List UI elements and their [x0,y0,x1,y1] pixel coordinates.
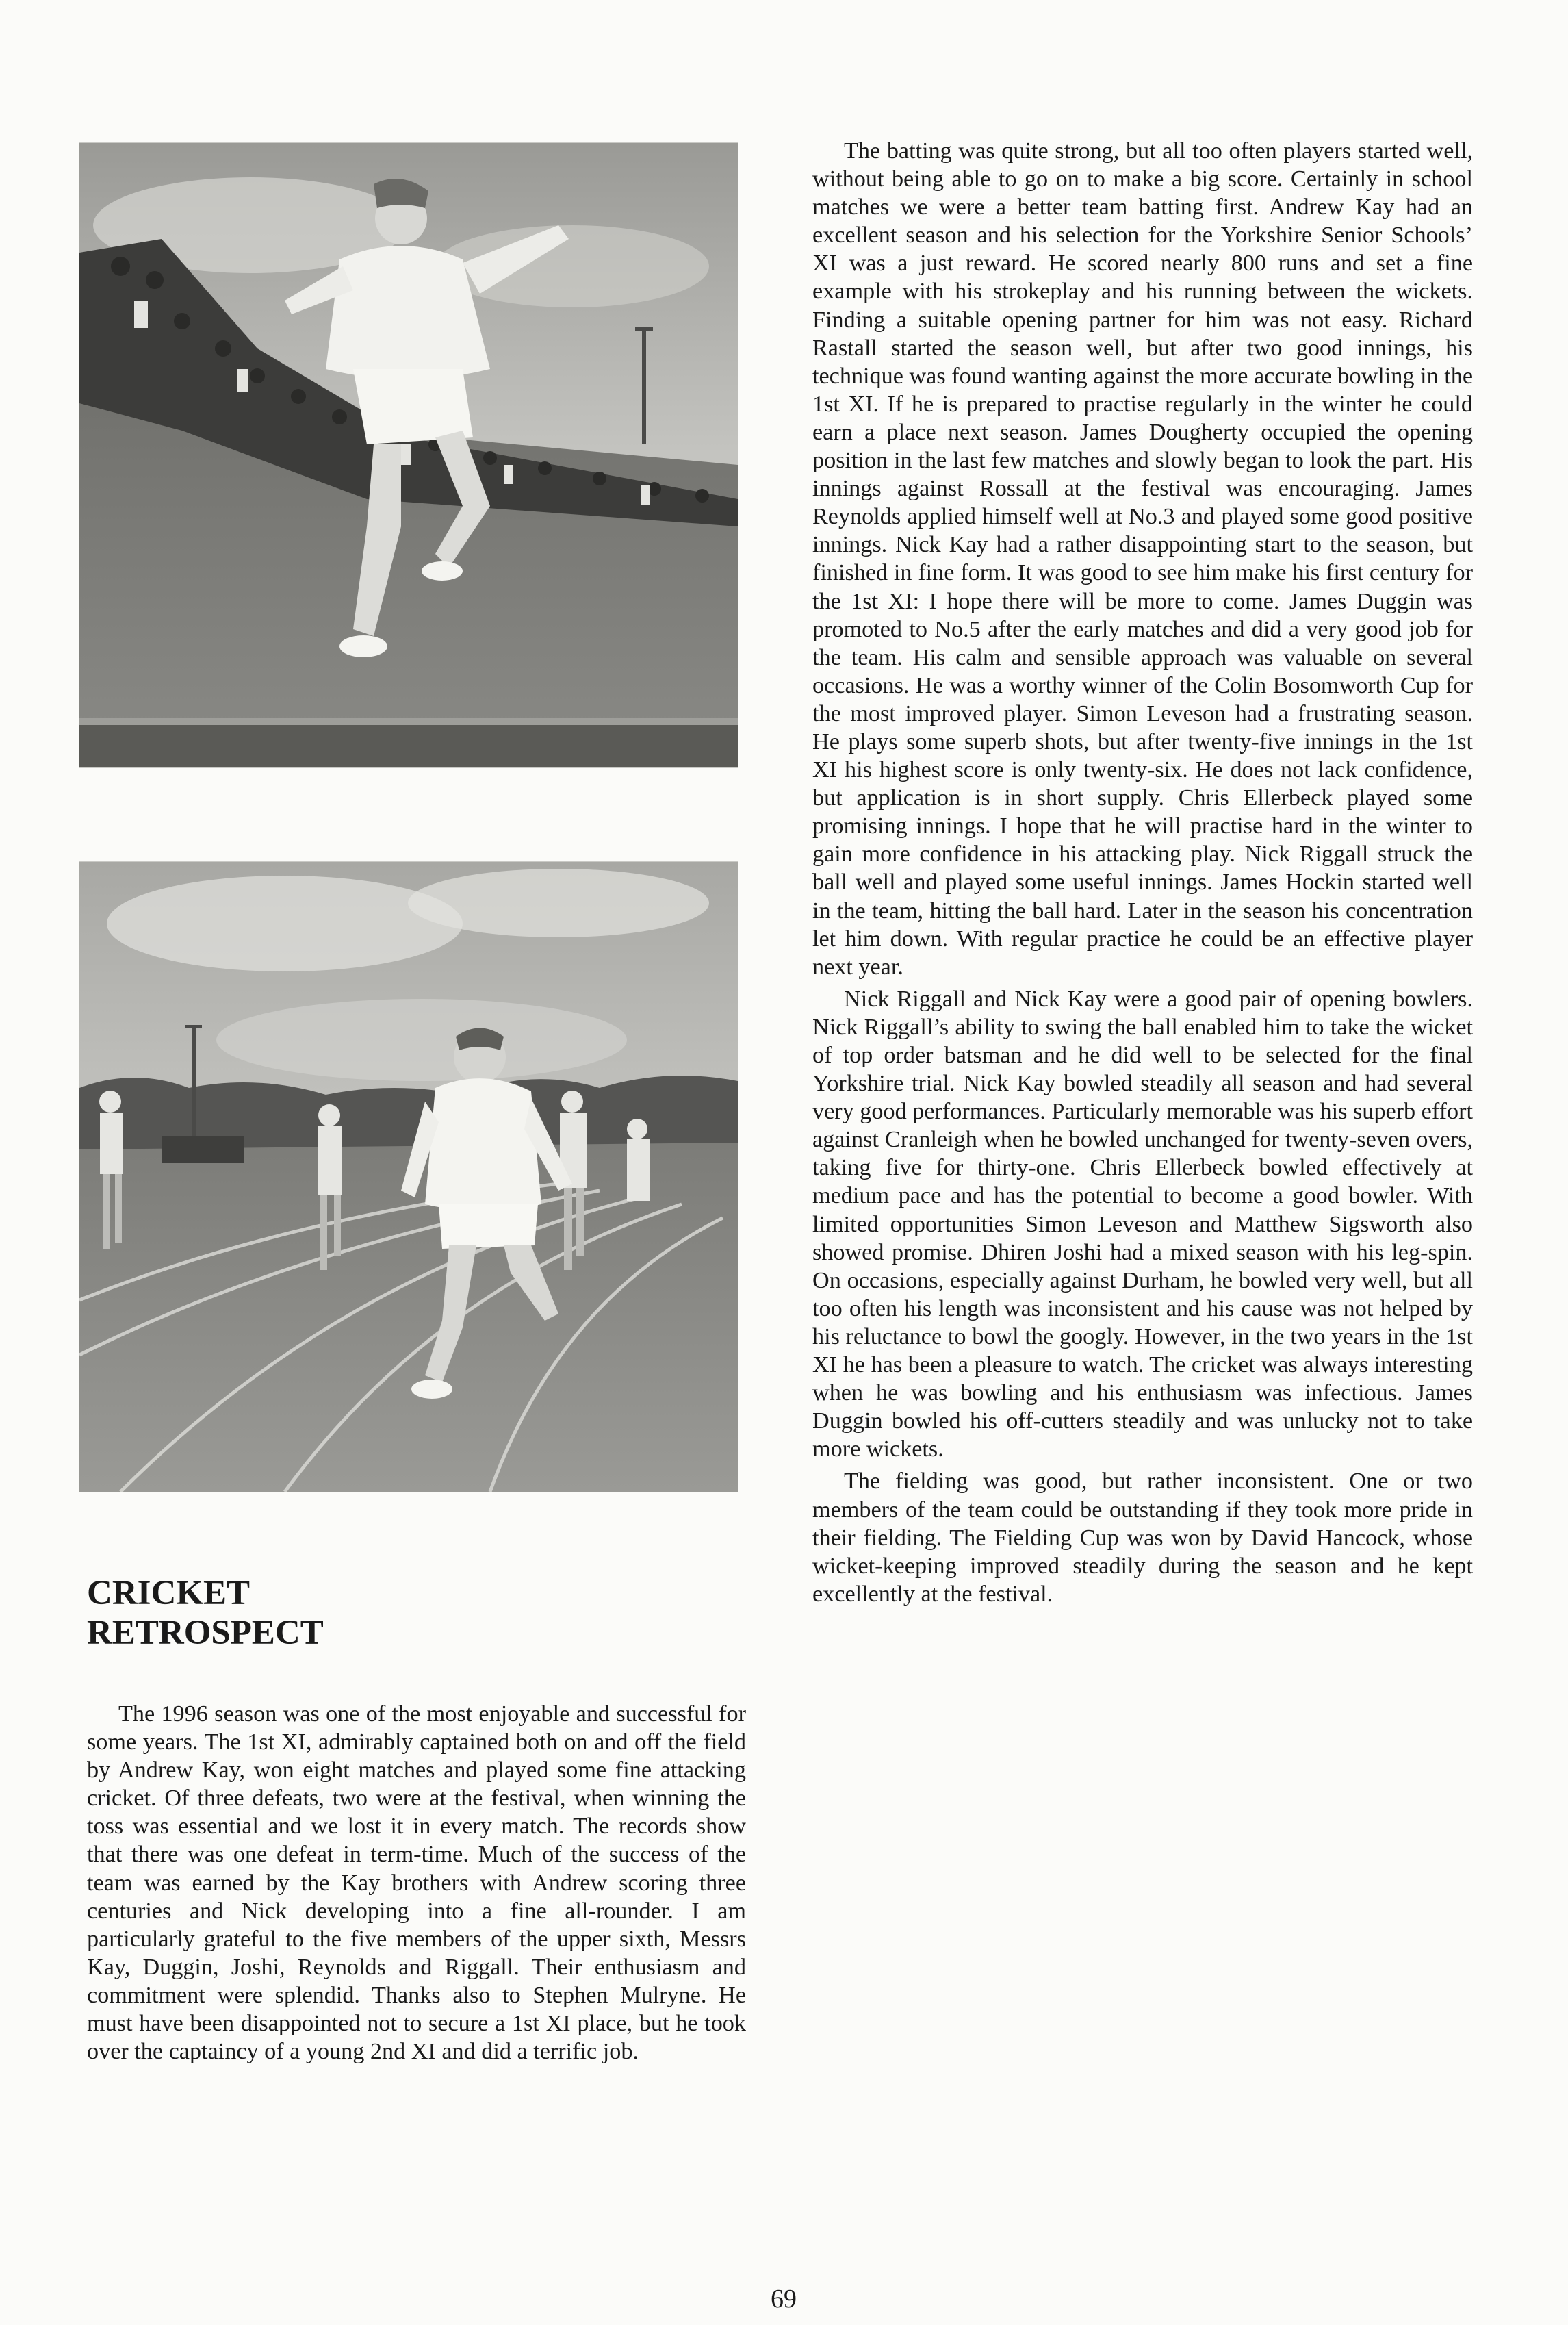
right-text-column [812,137,1473,1612]
left-paragraph-1: The 1996 season was one of the most enjoyable and successful for some years. The 1st XI, admirably captained both on and off the field by Andrew Kay, won eight matches and played some fine attacking cricket. Of three defeats, two were at the festival, when winning the toss was essential and we lost it in every match. The records show that there was one defeat in term-time. Much of the success of the team was earned by the Kay brothers with Andrew scoring three centuries and Nick developing into a fine all-rounder. I am particularly grateful to the five members of the upper sixth, Messrs Kay, Duggin, Joshi, Reynolds and Riggall. Their enthusiasm and commitment were splendid. Thanks also to Stephen Mulryne. He must have been disappointed not to secure a 1st XI place, but he took over the captaincy of a young 2nd XI and did a terrific job. [87,1701,746,2065]
right-paragraph-1: The batting was quite strong, but all too often players started well, without being able to go on to make a big score. Certainly in school matches we were a better team batting first. Andrew Kay had an excellent season and his selection for the Yorkshire Senior Schools’ XI was a just reward. He scored nearly 800 runs and set a fine example with his strokeplay and his running between the wickets. Finding a suitable opening partner for him was not easy. Richard Rastall started the season well, but after two good innings, his technique was found wanting against the more accurate bowling in the 1st XI. If he is prepared to practise regularly in the winter he could earn a place next season. James Dougherty occupied the opening position in the last few matches and slowly began to look the part. His innings against Rossall at the festival was encouraging. James Reynolds applied himself well at No.3 and played some good positive innings. Nick Kay had a rather disappointing start to the season, but finished in fine form. It was good to see him make his first century for the 1st XI: I hope there will be more to come. James Duggin was promoted to No.5 after the early matches and did a very good job for the team. His calm and sensible approach was valuable on several occasions. He was a worthy winner of the Colin Bosomworth Cup for the most improved player. Simon Leveson had a frustrating season. He plays some superb shots, but after twenty-five innings in the 1st XI his highest score is only twenty-six. He does not lack confidence, but application is in short supply. Chris Ellerbeck played some promising innings. I hope that he will practise hard in the winter to gain more confidence in his attacking play. Nick Riggall struck the ball well and played some useful innings. James Hockin started well in the team, hitting the ball hard. Later in the season his concentration let him down. With regular practice he could be an effective player next year. [812,138,1473,980]
article-heading-line-1: CRICKET [87,1574,250,1612]
sprint-race-photo [79,861,738,1492]
sprint-race-photo-illustration [79,862,738,1492]
article-heading [87,1573,566,1653]
article-heading-line-2: RETROSPECT [87,1614,324,1652]
high-jump-photo-illustration [79,143,738,767]
high-jump-photo [79,142,738,768]
left-text-column [87,1700,746,2070]
right-paragraph-2: Nick Riggall and Nick Kay were a good pair of opening bowlers. Nick Riggall’s ability to swing the ball enabled him to take the wicket of top order batsman and he did well to be selected for the final Yorkshire trial. Nick Kay bowled steadily all season and had several very good performances. Particularly memorable was his superb effort against Cranleigh when he bowled unchanged for twenty-seven overs, taking five for thirty-one. Chris Ellerbeck bowled effectively at medium pace and has the potential to become a good bowler. With limited opportunities Simon Leveson and Matthew Sigsworth also showed promise. Dhiren Joshi had a mixed season with his leg-spin. On occasions, especially against Durham, he bowled very well, but all too often his length was inconsistent and his cause was not helped by his reluctance to bowl the googly. However, in the two years in the 1st XI he has been a pleasure to watch. The cricket was always interesting when he was bowling and his enthusiasm was infectious. James Duggin bowled his off-cutters steadily and was unlucky not to take more wickets. [812,986,1473,1462]
right-paragraph-3: The fielding was good, but rather inconsistent. One or two members of the team could be outstanding if they took more pride in their fielding. The Fielding Cup was won by David Hancock, whose wicket-keeping improved steadily during the season and he kept excellently at the festival. [812,1469,1473,1607]
page-number: 69 [771,2285,797,2313]
